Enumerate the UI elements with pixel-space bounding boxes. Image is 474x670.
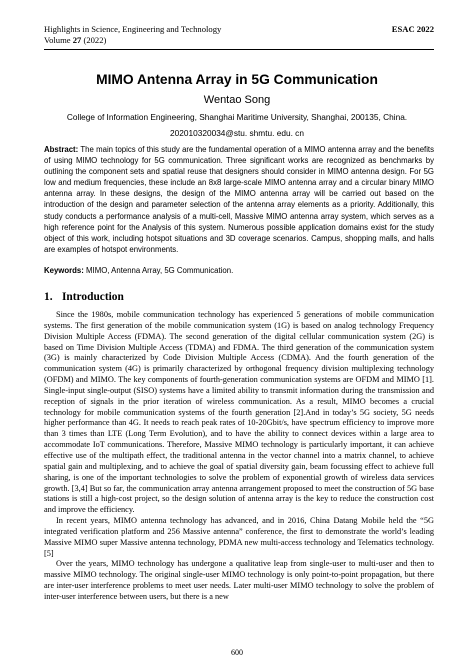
paragraph: In recent years, MIMO antenna technology has advanced, and in 2016, China Datang Mobile held the “5G integrated verification platform and 256 Massive antenna” conference, the first to demonstrate the world’s leading Massive MIMO super Massive antenna technology, PDMA new multi-access technology and Telematics technology. [5] bbox=[44, 516, 434, 558]
paragraph: Since the 1980s, mobile communication technology has experienced 5 generations of mobile communication systems. The first generation of the mobile communication system (1G) is based on analog technology Frequency Division Multiple Access (FDMA). The second generation of the digital cellular communication system (2G) is based on Time Division Multiple Access (TDMA) and FDMA. The third generation of the communication system (3G) is mainly characterized by Code Division Multiple Access (CDMA). And the fourth generation of the communication system (4G) is primarily characterized by orthogonal frequency division multiplexing technology (OFDM) and MIMO. The key components of fourth-generation communication systems are OFDM and MIMO [1]. Single-input single-output (SISO) systems have a limited ability to transmit information during the transmission and reception of signals in the prior iteration of wireless communication. As a result, MIMO becomes a crucial technology for mobile communication systems of the fourth generation [2].And in today’s 5G society, 5G needs higher performance than 4G. It needs to reach peak rates of 10-20Gbit/s, have spectrum efficiency to improve more than 3 times than LTE (Long Term Evolution), and to have the ability to connect devices within a large area to accommodate IoT communications. Therefore, Massive MIMO technology is particularly important, it can achieve effective use of the multipath effect, the traditional antenna in the vector channel into a matrix channel, to achieve spatial gain and multiplexing, and to achieve the goal of spatial diversity gain, beam focussing effect to achieve full sharing, is one of the important technologies to solve the problem of exponential growth of wireless data services growth. [3,4] But so far, the communication array antenna arrangement proposed to meet the construction of 5G base stations is still a high-cost project, so the design solution of antenna array is the key to reduce the construction cost and improve the efficiency. bbox=[44, 310, 434, 515]
section-number: 1. bbox=[44, 291, 53, 303]
paper-title: MIMO Antenna Array in 5G Communication bbox=[96, 72, 378, 87]
abstract-label: Abstract: bbox=[44, 145, 79, 154]
paragraph: Over the years, MIMO technology has undergone a qualitative leap from single-user to multi-user and then to massive MIMO technology. The original single-user MIMO technology is only point-to-point propagation, but there are inter-user interference problems to meet user needs. Later multi-user MIMO technology to solve the problem of inter-user interference between users, but there is a new bbox=[44, 559, 434, 601]
volume-prefix: Volume bbox=[44, 35, 73, 45]
page-number: 600 bbox=[231, 648, 243, 657]
keywords bbox=[44, 266, 434, 275]
conference-name: ESAC 2022 bbox=[391, 24, 434, 34]
keywords-text: MIMO, Antenna Array, 5G Communication. bbox=[83, 266, 234, 275]
affiliation: College of Information Engineering, Shanghai Maritime University, Shanghai, 200135, China. bbox=[66, 112, 408, 122]
author-name: Wentao Song bbox=[203, 94, 271, 106]
keywords-label: Keywords: bbox=[44, 266, 84, 275]
abstract bbox=[44, 144, 434, 255]
section-title: Introduction bbox=[62, 291, 124, 303]
abstract-text: The main topics of this study are the fundamental operation of a MIMO antenna array and the benefits of using MIMO technology for 5G communication. Three significant works are recognized as benchmarks by outlining the component sets and spatial reuse that designers should consider in MIMO antenna design. For 5G low and medium frequencies, these include an 8x8 large-scale MIMO antenna array and a circular binary MIMO antenna array. In these designs, the design of the MIMO antenna array will be carried out based on the introduction of the design and parameter selection of the antenna array elements as a priority. Additionally, this study conducts a performance analysis of a multi-cell, Massive MIMO antenna array system, which serves as a high reference point for the Analysis of this system. Numerous possible application domains exist for the study object of this work, including hotspot situations and 3D coverage scenarios. Campus, shopping malls, and halls are examples of hotspot environments. bbox=[44, 145, 434, 254]
volume-line bbox=[44, 35, 106, 46]
author-email[interactable]: 202010320034@stu. shmtu. edu. cn bbox=[170, 128, 304, 138]
body-text bbox=[44, 310, 434, 603]
section-heading bbox=[44, 291, 124, 303]
volume-year: (2022) bbox=[81, 35, 107, 45]
volume-number: 27 bbox=[72, 35, 82, 45]
journal-name: Highlights in Science, Engineering and Technology bbox=[44, 24, 222, 34]
header-rule bbox=[44, 49, 434, 50]
